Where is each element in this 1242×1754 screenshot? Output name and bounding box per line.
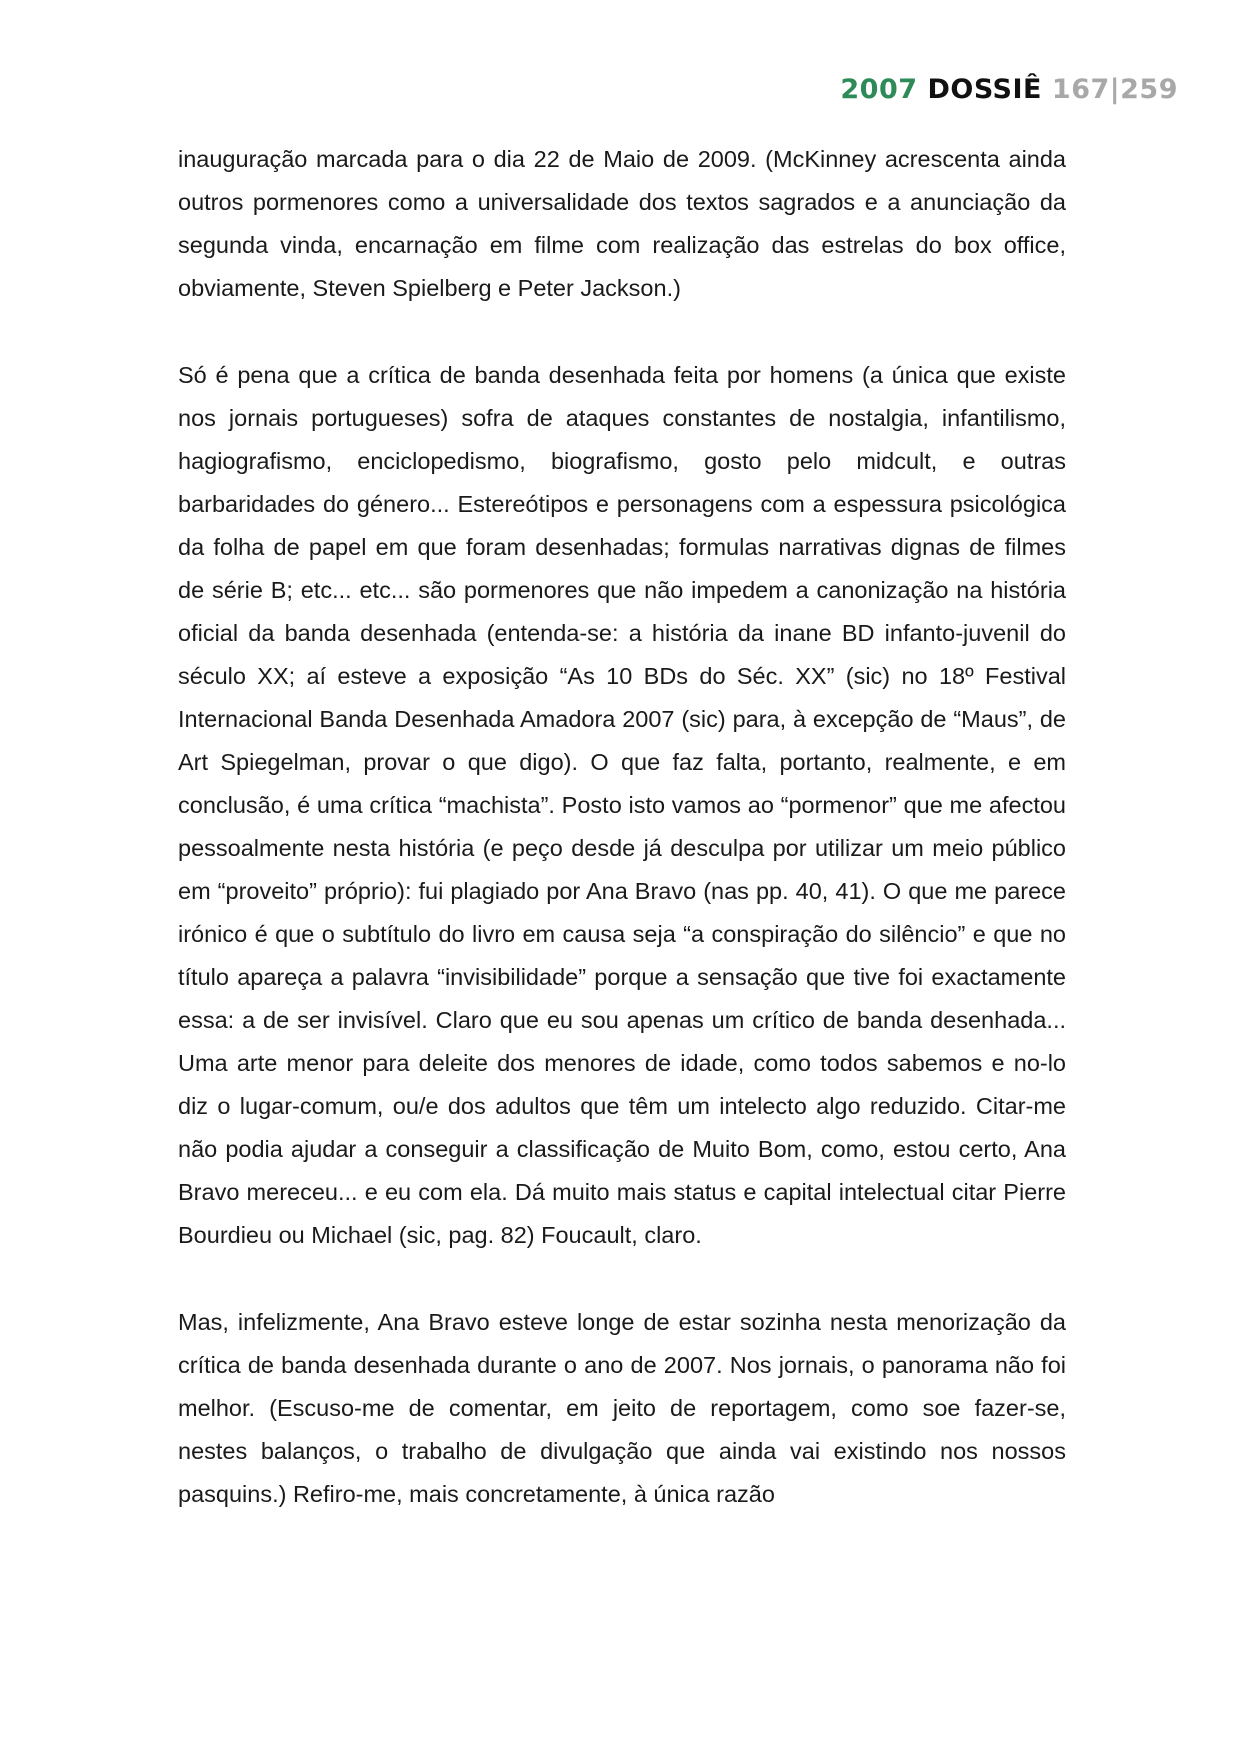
page-header	[840, 74, 1178, 105]
paragraph-2: Só é pena que a crítica de banda desenhada feita por homens (a única que existe nos jornais portugueses) sofra de ataques constantes de nostalgia, infantilismo, hagiografismo, enciclopedismo, biografismo, gosto pelo midcult, e outras barbaridades do género... Estereótipos e personagens com a espessura psicológica da folha de papel em que foram desenhadas; formulas narrativas dignas de filmes de série B; etc... etc... são pormenores que não impedem a canonização na história oficial da banda desenhada (entenda-se: a história da inane BD infanto-juvenil do século XX; aí esteve a exposição “As 10 BDs do Séc. XX” (sic) no 18º Festival Internacional Banda Desenhada Amadora 2007 (sic) para, à excepção de “Maus”, de Art Spiegelman, provar o que digo). O que faz falta, portanto, realmente, e em conclusão, é uma crítica “machista”. Posto isto vamos ao “pormenor” que me afectou pessoalmente nesta história (e peço desde já desculpa por utilizar um meio público em “proveito” próprio): fui plagiado por Ana Bravo (nas pp. 40, 41). O que me parece irónico é que o subtítulo do livro em causa seja “a conspiração do silêncio” e que no título apareça a palavra “invisibilidade” porque a sensação que tive foi exactamente essa: a de ser invisível. Claro que eu sou apenas um crítico de banda desenhada... Uma arte menor para deleite dos menores de idade, como todos sabemos e no-lo diz o lugar-comum, ou/e dos adultos que têm um intelecto algo reduzido. Citar-me não podia ajudar a conseguir a classificação de Muito Bom, como, estou certo, Ana Bravo mereceu... e eu com ela. Dá muito mais status e capital intelectual citar Pierre Bourdieu ou Michael (sic, pag. 82) Foucault, claro.	[178, 362, 1066, 1248]
body-text	[178, 138, 1066, 1516]
header-title: DOSSIÊ	[927, 74, 1042, 105]
header-page-numbers: 167|259	[1051, 74, 1178, 105]
paragraph-3: Mas, infelizmente, Ana Bravo esteve longe de estar sozinha nesta menorização da crítica de banda desenhada durante o ano de 2007. Nos jornais, o panorama não foi melhor. (Escuso-me de comentar, em jeito de reportagem, como soe fazer-se, nestes balanços, o trabalho de divulgação que ainda vai existindo nos nossos pasquins.) Refiro-me, mais concretamente, à única razão	[178, 1309, 1066, 1507]
paragraph-1: inauguração marcada para o dia 22 de Maio de 2009. (McKinney acrescenta ainda outros pormenores como a universalidade dos textos sagrados e a anunciação da segunda vinda, encarnação em filme com realização das estrelas do box office, obviamente, Steven Spielberg e Peter Jackson.)	[178, 146, 1066, 301]
header-year: 2007	[840, 74, 918, 105]
